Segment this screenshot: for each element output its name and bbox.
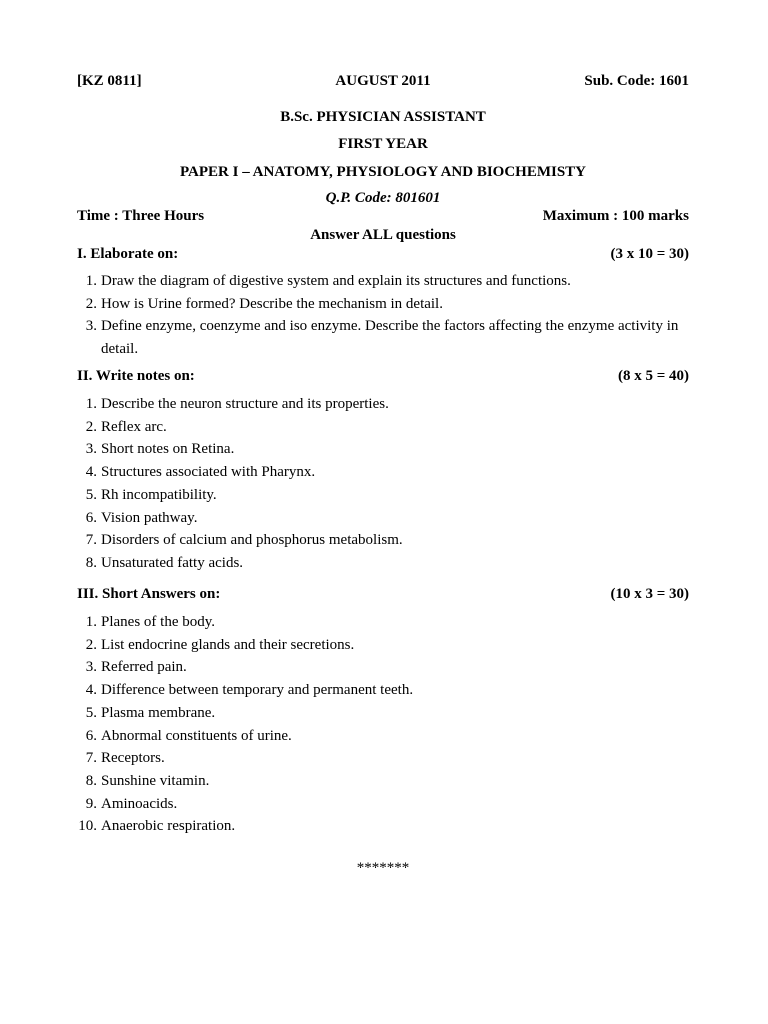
- question-number: 3.: [85, 659, 97, 676]
- section-title: I. Elaborate on:: [77, 246, 179, 262]
- question-number: 2.: [85, 295, 97, 312]
- question-text: Disorders of calcium and phosphorus metabolism.: [101, 532, 403, 549]
- question-item: [77, 793, 689, 816]
- question-item: [77, 747, 689, 770]
- end-marker: *******: [356, 860, 410, 876]
- instruction: Answer ALL questions: [310, 227, 456, 243]
- question-text: Planes of the body.: [101, 614, 216, 630]
- question-text: How is Urine formed? Describe the mechanism in detail.: [101, 295, 443, 312]
- question-number: 5.: [85, 704, 97, 721]
- maximum-marks: Maximum : 100 marks: [542, 208, 689, 224]
- question-text: Unsaturated fatty acids.: [101, 554, 244, 571]
- question-item: [77, 702, 689, 725]
- question-item: [77, 438, 689, 461]
- question-list: [77, 270, 689, 361]
- question-item: [77, 461, 689, 484]
- question-item: [77, 484, 689, 507]
- question-text: Vision pathway.: [101, 509, 198, 526]
- section-marks: (3 x 10 = 30): [610, 246, 689, 262]
- question-number: 5.: [85, 486, 97, 503]
- question-text: Aminoacids.: [101, 795, 178, 812]
- question-text: Define enzyme, coenzyme and iso enzyme. Describe the factors affecting the enzyme activity in detail.: [101, 318, 679, 358]
- instruction-row: [77, 227, 689, 247]
- question-text: Sunshine vitamin.: [101, 772, 210, 789]
- question-number: 7.: [85, 750, 97, 767]
- question-item: [77, 656, 689, 679]
- section-title: III. Short Answers on:: [77, 586, 221, 602]
- question-item: [77, 529, 689, 552]
- question-number: 8.: [85, 554, 97, 571]
- exam-duration: Time : Three Hours: [77, 208, 205, 224]
- paper-header: [77, 73, 689, 93]
- question-item: [77, 725, 689, 748]
- question-text: Describe the neuron structure and its properties.: [101, 396, 389, 412]
- question-number: 1.: [85, 614, 97, 630]
- paper-code: [KZ 0811]: [77, 73, 142, 89]
- question-number: 3.: [85, 318, 97, 335]
- section-heading: [77, 586, 689, 606]
- section-title: II. Write notes on:: [77, 368, 195, 384]
- question-item: [77, 416, 689, 439]
- time-marks-row: [77, 208, 689, 228]
- year-title: FIRST YEAR: [338, 136, 428, 152]
- question-text: Difference between temporary and permanent teeth.: [101, 682, 414, 699]
- question-number: 6.: [85, 509, 97, 526]
- question-number: 6.: [85, 727, 97, 744]
- question-number: 1.: [85, 396, 97, 412]
- exam-paper: [77, 0, 689, 1024]
- question-text: Receptors.: [101, 750, 165, 767]
- question-text: Reflex arc.: [101, 418, 167, 435]
- section-heading: [77, 368, 689, 388]
- question-item: [77, 770, 689, 793]
- course-title: B.Sc. PHYSICIAN ASSISTANT: [280, 109, 486, 125]
- question-number: 7.: [85, 532, 97, 549]
- question-item: [77, 293, 689, 316]
- question-number: 9.: [85, 795, 97, 812]
- section-marks: (8 x 5 = 40): [617, 368, 689, 384]
- question-item: [77, 634, 689, 657]
- question-number: 8.: [85, 772, 97, 789]
- question-text: Referred pain.: [101, 659, 187, 676]
- question-number: 2.: [85, 418, 97, 435]
- question-text: Plasma membrane.: [101, 704, 216, 721]
- question-number: 4.: [85, 464, 97, 481]
- question-item: [77, 507, 689, 530]
- question-item: [77, 315, 689, 360]
- question-item: [77, 679, 689, 702]
- question-text: Anaerobic respiration.: [101, 818, 236, 835]
- section-heading: [77, 246, 689, 266]
- question-list: [77, 393, 689, 575]
- question-text: List endocrine glands and their secretions.: [101, 636, 355, 653]
- question-item: [77, 393, 689, 416]
- question-number: 3.: [85, 441, 97, 458]
- question-item: [77, 611, 689, 634]
- question-text: Abnormal constituents of urine.: [101, 727, 292, 744]
- question-item: [77, 815, 689, 838]
- question-number: 1.: [85, 273, 97, 289]
- paper-title: PAPER I – ANATOMY, PHYSIOLOGY AND BIOCHEMISTY: [179, 164, 587, 180]
- question-number: 2.: [85, 636, 97, 653]
- question-text: Short notes on Retina.: [101, 441, 235, 458]
- question-item: [77, 552, 689, 575]
- qp-code: Q.P. Code: 801601: [325, 190, 441, 206]
- question-number: 4.: [85, 682, 97, 699]
- question-text: Structures associated with Pharynx.: [101, 464, 316, 481]
- question-item: [77, 270, 689, 293]
- subject-code: Sub. Code: 1601: [584, 73, 689, 89]
- question-list: [77, 611, 689, 838]
- question-text: Rh incompatibility.: [101, 486, 217, 503]
- section-marks: (10 x 3 = 30): [610, 586, 689, 602]
- question-number: 10.: [78, 818, 97, 835]
- question-text: Draw the diagram of digestive system and explain its structures and functions.: [101, 273, 571, 289]
- exam-session: AUGUST 2011: [335, 73, 431, 89]
